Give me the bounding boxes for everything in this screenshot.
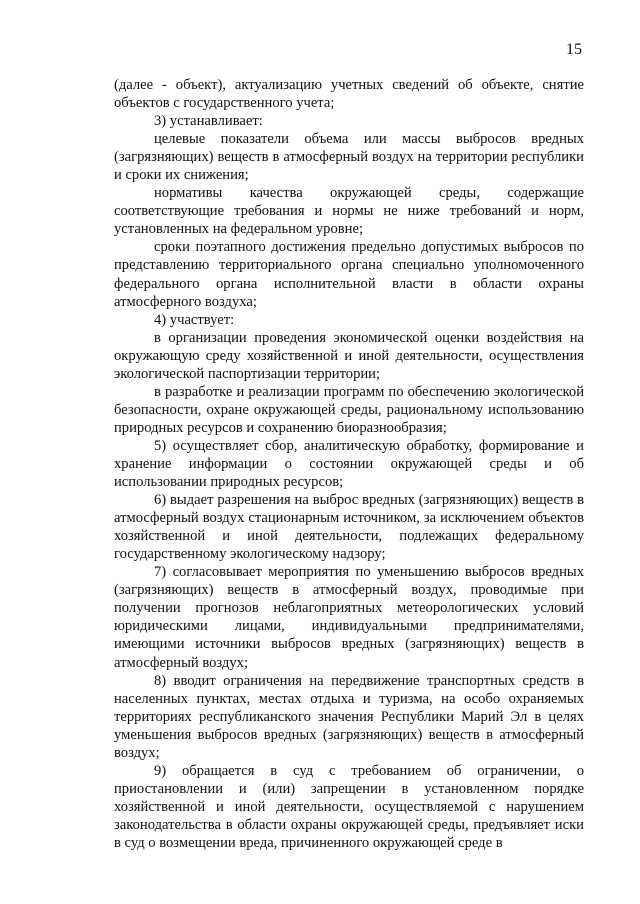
paragraph: (далее - объект), актуализацию учетных сведений об объекте, снятие объектов с государственного учета;: [114, 77, 584, 112]
paragraph: целевые показатели объема или массы выбросов вредных (загрязняющих) веществ в атмосферный воздух на территории республики и сроки их снижения;: [114, 131, 584, 184]
paragraph: в организации проведения экономической оценки воздействия на окружающую среду хозяйственной и иной деятельности, осуществления экологической паспортизации территории;: [114, 329, 584, 382]
paragraph: 9) обращается в суд с требованием об ограничении, о приостановлении и (или) запрещении в установленном порядке хозяйственной и иной деятельности, осуществляемой с нарушением законодательства в области охраны окружающей среды, предъявляет иски в суд о возмещении вреда, причиненного окружающей среде в: [114, 762, 584, 851]
paragraph: 3) устанавливает:: [154, 113, 263, 130]
paragraph: 4) участвует:: [154, 311, 235, 328]
paragraph: сроки поэтапного достижения предельно допустимых выбросов по представлению территориального органа специально уполномоченного федерального органа исполнительной власти в области охраны атмосферного воздуха;: [114, 239, 584, 310]
paragraph: 8) вводит ограничения на передвижение транспортных средств в населенных пунктах, местах отдыха и туризма, на особо охраняемых территориях республиканского значения Республики Марий Эл в целях уменьшения выбросов вредных (загрязняющих) веществ в атмосферный воздух;: [114, 672, 584, 761]
paragraph: 6) выдает разрешения на выброс вредных (загрязняющих) веществ в атмосферный воздух стационарным источником, за исключением объектов хозяйственной и иной деятельности, подлежащих федеральному государственному экологическому надзору;: [114, 492, 584, 563]
document-body: [114, 76, 584, 852]
paragraph: нормативы качества окружающей среды, содержащие соответствующие требования и нормы не ниже требований и норм, установленных на федеральном уровне;: [114, 185, 584, 238]
paragraph: 5) осуществляет сбор, аналитическую обработку, формирование и хранение информации о состоянии окружающей среды и об использовании природных ресурсов;: [114, 437, 584, 491]
paragraph: 7) согласовывает мероприятия по уменьшению выбросов вредных (загрязняющих) веществ в атмосферный воздух, проводимые при получении прогнозов неблагоприятных метеорологических условий юридическими лицами, индивидуальными предпринимателями, имеющими источники выбросов вредных (загрязняющих) веществ в атмосферный воздух;: [114, 564, 584, 671]
page-number: 15: [566, 41, 582, 58]
paragraph: в разработке и реализации программ по обеспечению экологической безопасности, охране окружающей среды, рациональному использованию природных ресурсов и сохранению биоразнообразия;: [114, 383, 584, 436]
